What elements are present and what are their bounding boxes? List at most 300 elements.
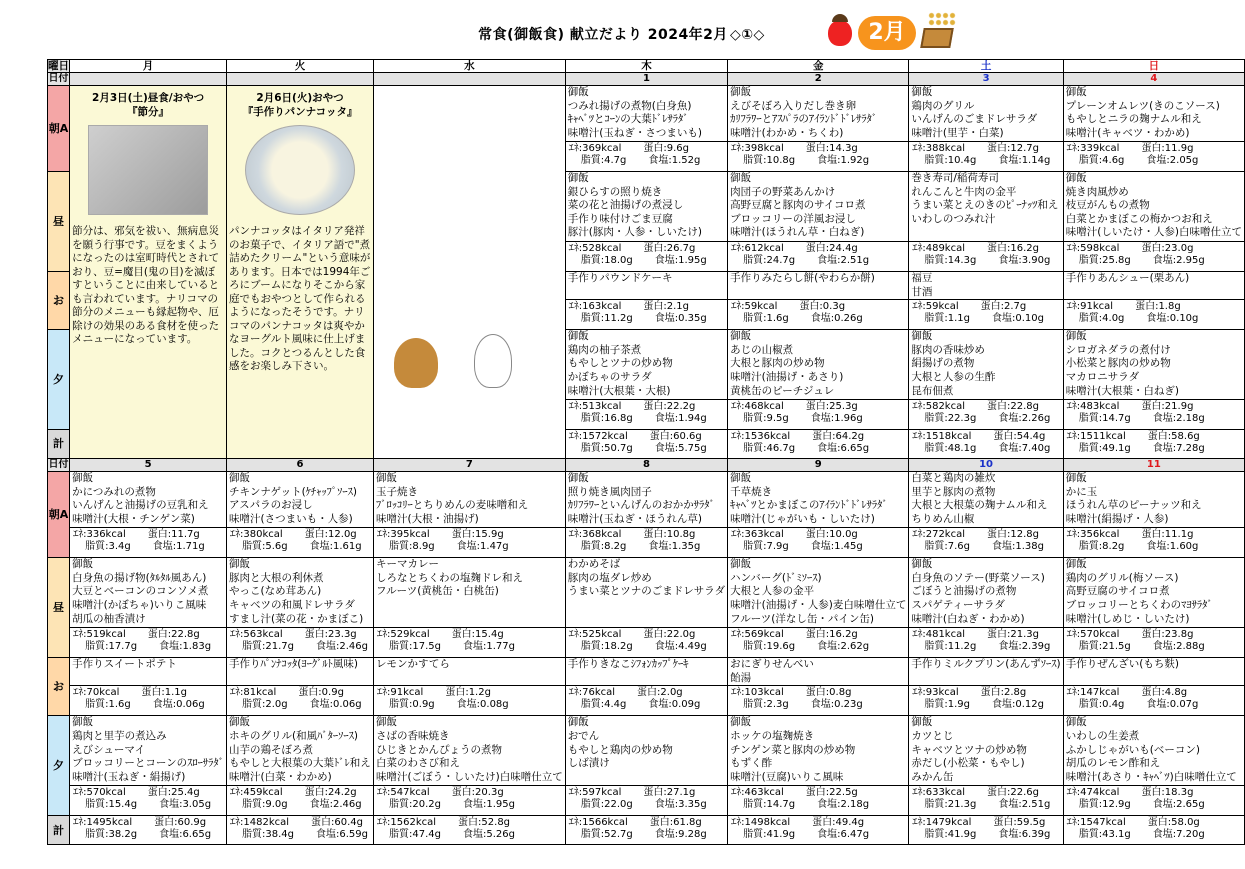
nutrition-cell (909, 686, 1063, 716)
dish-name: プレーンオムレツ(きのこソース) (1065, 99, 1220, 112)
dish-name: 味噌汁(絹揚げ・人参) (1065, 512, 1169, 525)
fat-value: 脂質:11.2g (580, 312, 633, 324)
dish-name: 小松菜と豚肉の炒め物 (1065, 357, 1171, 370)
date-cell (374, 73, 566, 86)
dish-name: 味噌汁(油揚げ・人参)麦白味噌仕立て (730, 598, 907, 611)
dish-name: 高野豆腐のサイコロ煮 (1065, 585, 1170, 598)
meal-cell (1063, 558, 1244, 628)
dish-name: 御飯 (567, 330, 589, 343)
energy-value: ｴﾈ:1562kcal (377, 817, 437, 829)
nutrition-cell (374, 528, 566, 558)
energy-value: ｴﾈ:489kcal (912, 243, 965, 254)
salt-value: 食塩:0.26g (810, 312, 863, 324)
dish-name: やっこ(なめ茸あん) (229, 585, 322, 598)
fat-value: 脂質:1.6g (85, 698, 131, 710)
nutrition-cell (728, 142, 909, 172)
protein-value: 蛋白:16.2g (987, 243, 1039, 254)
fat-value: 脂質:1.1g (924, 312, 970, 324)
nutrition-cell (70, 786, 227, 816)
energy-value: ｴﾈ:380kcal (230, 529, 283, 541)
dish-name: フルーツ(洋なし缶・パイン缶) (730, 612, 874, 625)
meal-cell (70, 558, 227, 628)
salt-value: 食塩:2.62g (817, 640, 870, 652)
salt-value: 食塩:7.28g (1152, 442, 1205, 454)
protein-value: 蛋白:2.1g (643, 301, 690, 313)
pannacotta-note (227, 86, 374, 459)
dish-name: ホッケの塩麹焼き (730, 729, 815, 742)
nutrition-cell (909, 786, 1063, 816)
salt-value: 食塩:0.10g (1146, 312, 1199, 324)
meal-cell (565, 472, 727, 528)
meal-cell (909, 86, 1063, 142)
salt-value: 食塩:1.96g (810, 412, 863, 424)
dish-name: 胡瓜の柚香漬け (72, 612, 146, 625)
dish-name: おにぎりせんべい (730, 658, 814, 671)
date-cell: 2 (728, 73, 909, 86)
fat-value: 脂質:1.9g (924, 698, 970, 710)
meal-cell (1063, 172, 1244, 242)
dish-name: 里芋と豚肉の煮物 (911, 485, 996, 498)
fat-value: 脂質:4.0g (1078, 312, 1125, 324)
dish-name: うまい菜とえのきのﾋﾟｰﾅｯﾂ和え (911, 199, 1059, 212)
protein-value: 蛋白:1.2g (445, 687, 491, 699)
nutrition-cell (565, 628, 727, 658)
dish-name: ｷｬﾍﾞﾂとかまぼこのｱｲﾗﾝﾄﾞﾄﾞﾚｻﾗﾀﾞ (730, 499, 888, 512)
dish-name: 味噌汁(ごぼう・しいたけ)白味噌仕立て (376, 770, 563, 783)
dish-name: 御飯 (911, 716, 933, 729)
nutrition-cell (565, 142, 727, 172)
fat-value: 脂質:21.7g (242, 640, 294, 652)
day-header: 水 (374, 60, 566, 73)
protein-value: 蛋白:18.3g (1141, 787, 1194, 799)
date-cell: 4 (1063, 73, 1244, 86)
nutrition-cell (565, 528, 727, 558)
meal-cell (728, 272, 909, 300)
date-cell (227, 73, 374, 86)
energy-value: ｴﾈ:563kcal (230, 629, 283, 641)
salt-value: 食塩:1.60g (1146, 540, 1199, 552)
dish-name: 山芋の鶏そぼろ煮 (229, 743, 314, 756)
fat-value: 脂質:5.6g (242, 540, 288, 552)
salt-value: 食塩:0.09g (648, 698, 701, 710)
salt-value: 食塩:1.77g (463, 640, 515, 652)
nutrition-cell (909, 300, 1063, 330)
nutrition-cell (374, 628, 566, 658)
dish-name: 豚汁(豚肉・人参・しいたけ) (567, 226, 702, 239)
nutrition-cell (227, 786, 374, 816)
protein-value: 蛋白:24.4g (805, 243, 858, 254)
nutrition-cell (565, 400, 727, 430)
energy-value: ｴﾈ:582kcal (912, 401, 965, 413)
day-header: 火 (227, 60, 374, 73)
energy-value: ｴﾈ:474kcal (1066, 787, 1120, 799)
meal-cell (909, 558, 1063, 628)
dish-name: 黄桃缶のピーチジュレ (730, 384, 835, 397)
protein-value: 蛋白:60.9g (154, 817, 207, 829)
fat-value: 脂質:19.6g (743, 640, 796, 652)
salt-value: 食塩:6.65g (817, 442, 870, 454)
salt-value: 食塩:2.88g (1152, 640, 1205, 652)
nutrition-cell (728, 686, 909, 716)
dish-name: 味噌汁(しいたけ・人参)白味噌仕立て (1065, 226, 1242, 239)
dish-name: 御飯 (730, 472, 752, 485)
fat-value: 脂質:8.2g (1078, 540, 1125, 552)
meal-cell (909, 716, 1063, 786)
nutrition-cell (227, 686, 374, 716)
setsubun-photo (88, 125, 208, 215)
dish-name: 味噌汁(さつまいも・人参) (229, 512, 353, 525)
salt-value: 食塩:6.59g (316, 828, 368, 840)
nutrition-cell (1063, 686, 1244, 716)
meal-cell (374, 558, 566, 628)
energy-value: ｴﾈ:598kcal (1066, 243, 1120, 254)
fat-value: 脂質:4.7g (580, 154, 627, 166)
dish-name: 豚肉の塩ダレ炒め (567, 571, 652, 584)
protein-value: 蛋白:22.2g (643, 401, 696, 413)
energy-value: ｴﾈ:481kcal (912, 629, 965, 641)
dish-name: キャベツとツナの炒め物 (911, 743, 1027, 756)
salt-value: 食塩:1.92g (817, 154, 870, 166)
nutrition-cell (565, 300, 727, 330)
dish-name: 鶏肉の柚子茶煮 (567, 343, 642, 356)
energy-value: ｴﾈ:468kcal (731, 401, 784, 413)
energy-value: ｴﾈ:272kcal (912, 529, 965, 541)
fat-value: 脂質:14.7g (1078, 412, 1131, 424)
fat-value: 脂質:16.8g (580, 412, 633, 424)
dish-name: 御飯 (567, 86, 589, 98)
dish-name: いんげんのごまドレサラダ (911, 113, 1038, 126)
protein-value: 蛋白:12.0g (304, 529, 357, 541)
dish-name: みかん缶 (911, 770, 954, 783)
dish-name: 手作りぜんざい(もち麩) (1065, 658, 1179, 671)
header-decoration (828, 12, 958, 52)
dish-name: 御飯 (730, 330, 752, 343)
fat-value: 脂質:7.9g (743, 540, 789, 552)
salt-value: 食塩:0.07g (1146, 698, 1199, 710)
nutrition-cell (1063, 142, 1244, 172)
dish-name: チキンナゲット(ｹﾁｬｯﾌﾟｿｰｽ) (229, 485, 358, 498)
protein-value: 蛋白:23.8g (1141, 629, 1194, 641)
nutrition-cell (1063, 628, 1244, 658)
meal-cell (565, 272, 727, 300)
protein-value: 蛋白:24.2g (304, 787, 357, 799)
date-cell: 8 (565, 459, 727, 472)
protein-value: 蛋白:11.1g (1141, 529, 1194, 541)
setsubun-note (70, 86, 227, 459)
salt-value: 食塩:2.05g (1146, 154, 1199, 166)
dish-name: つみれ揚げの煮物(白身魚) (567, 99, 692, 112)
bunny-icon (474, 334, 512, 388)
dish-name: ふかしじゃがいも(ベーコン) (1065, 743, 1200, 756)
energy-value: ｴﾈ:81kcal (230, 687, 277, 699)
dish-name: 手作りきなこｼﾌｫﾝｶｯﾌﾟｹｰｷ (567, 658, 689, 671)
fat-value: 脂質:17.7g (85, 640, 138, 652)
dish-name: ブロッコリーの洋風お浸し (730, 212, 856, 225)
meal-cell (1063, 716, 1244, 786)
meal-cell (909, 472, 1063, 528)
dish-name: 御飯 (911, 558, 933, 571)
energy-value: ｴﾈ:569kcal (731, 629, 784, 641)
dish-name: かぼちゃのサラダ (567, 370, 652, 383)
dish-name: アスパラのお浸し (229, 499, 313, 512)
meal-cell (70, 472, 227, 528)
salt-value: 食塩:4.49g (654, 640, 707, 652)
nutrition-cell (227, 628, 374, 658)
dish-name: 御飯 (730, 558, 752, 571)
energy-value: ｴﾈ:483kcal (1066, 401, 1120, 413)
dish-name: 御飯 (72, 472, 94, 485)
dish-name: 照り焼き風肉団子 (567, 485, 652, 498)
date-cell: 1 (565, 73, 727, 86)
date-cell (70, 73, 227, 86)
protein-value: 蛋白:59.5g (993, 817, 1046, 829)
protein-value: 蛋白:2.7g (980, 301, 1027, 313)
date-cell: 9 (728, 459, 909, 472)
protein-value: 蛋白:64.2g (812, 431, 865, 443)
dish-name: 味噌汁(ほうれん草・白ねぎ) (730, 226, 865, 239)
nutrition-cell (728, 300, 909, 330)
dish-name: いわしのつみれ汁 (911, 212, 996, 225)
oni-icon (828, 20, 852, 46)
nutrition-cell (374, 786, 566, 816)
dish-name: 味噌汁(白ねぎ・わかめ) (911, 612, 1025, 625)
dish-name: ｷｬﾍﾞﾂとｺｰﾝの大葉ﾄﾞﾚｻﾗﾀﾞ (567, 113, 689, 126)
meal-cell (728, 558, 909, 628)
salt-value: 食塩:3.90g (998, 254, 1051, 266)
energy-value: ｴﾈ:1482kcal (230, 817, 290, 829)
salt-value: 食塩:2.65g (1152, 798, 1205, 810)
meal-cell (728, 658, 909, 686)
protein-value: 蛋白:10.0g (805, 529, 858, 541)
salt-value: 食塩:0.06g (309, 698, 362, 710)
note-subtitle: 『手作りパンナコッタ』 (242, 105, 358, 118)
protein-value: 蛋白:9.6g (643, 143, 690, 154)
meal-cell (227, 558, 374, 628)
dish-name: カツとじ (911, 729, 954, 742)
nutrition-cell (909, 400, 1063, 430)
salt-value: 食塩:2.18g (1152, 412, 1205, 424)
meal-cell (728, 472, 909, 528)
nutrition-cell (1063, 300, 1244, 330)
energy-value: ｴﾈ:547kcal (377, 787, 430, 799)
energy-value: ｴﾈ:597kcal (568, 787, 622, 799)
dish-name: 御飯 (730, 172, 752, 184)
meal-cell (909, 172, 1063, 242)
dish-name: あじの山椒煮 (730, 343, 794, 356)
dish-name: 大豆とベーコンのコンソメ煮 (72, 585, 209, 598)
date-cell: 11 (1063, 459, 1244, 472)
nutrition-cell (70, 816, 227, 845)
energy-value: ｴﾈ:91kcal (377, 687, 424, 699)
dish-name: 豚肉の香味炒め (911, 343, 985, 356)
day-header: 土 (909, 60, 1063, 73)
protein-value: 蛋白:0.9g (298, 687, 344, 699)
protein-value: 蛋白:26.7g (643, 243, 696, 254)
page-title: 常食(御飯食) 献立だより 2024年2月 ◇①◇ (478, 27, 765, 43)
protein-value: 蛋白:52.8g (458, 817, 511, 829)
protein-value: 蛋白:12.7g (987, 143, 1039, 154)
dish-name: 味噌汁(豆腐)いりこ風味 (730, 770, 844, 783)
protein-value: 蛋白:16.2g (805, 629, 858, 641)
dish-name: 白菜のわさび和え (376, 757, 461, 770)
salt-value: 食塩:0.12g (991, 698, 1044, 710)
dish-name: わかめそば (567, 558, 621, 571)
dish-name: ひじきとかんぴょうの煮物 (376, 743, 503, 756)
dish-name: もやしとニラの麹ナムル和え (1065, 113, 1202, 126)
dish-name: 御飯 (1065, 472, 1087, 485)
salt-value: 食塩:3.05g (159, 798, 212, 810)
dish-name: 御飯 (1065, 330, 1087, 343)
dish-name: 飴湯 (730, 671, 752, 684)
fat-value: 脂質:14.3g (924, 254, 977, 266)
nutrition-cell (909, 628, 1063, 658)
dish-name: 絹揚げの煮物 (911, 357, 975, 370)
fat-value: 脂質:46.7g (743, 442, 796, 454)
protein-value: 蛋白:23.3g (304, 629, 357, 641)
date-cell: 10 (909, 459, 1063, 472)
dish-name: 味噌汁(キャベツ・わかめ) (1065, 126, 1190, 139)
bear-icon (394, 338, 438, 388)
protein-value: 蛋白:58.6g (1147, 431, 1200, 443)
protein-value: 蛋白:11.9g (1141, 143, 1194, 154)
dish-name: ブロッコリーとコーンのｽﾛｰｻﾗﾀﾞ (72, 757, 224, 770)
dish-name: 御飯 (730, 86, 752, 98)
nutrition-cell (909, 816, 1063, 845)
dish-name: いんげんと油揚げの豆乳和え (72, 499, 209, 512)
dish-name: 白身魚のソテー(野菜ソース) (911, 571, 1045, 584)
dish-name: かに玉 (1065, 485, 1098, 498)
protein-value: 蛋白:49.4g (812, 817, 865, 829)
note-text: パンナコッタはイタリア発祥のお菓子で、イタリア語で"煮詰めたクリーム"という意味があります。日本では1994年ごろにブームになりそこから家庭でもおやつとして作られるようになったそうです。ナリコマのパンナコッタは爽やかなヨーグルト風味に仕上げました。コクとつるんとした食感をお楽しみ下さい。 (229, 225, 371, 372)
protein-value: 蛋白:11.7g (147, 529, 200, 541)
dish-name: 味噌汁(かぼちゃ)いりこ風味 (72, 598, 207, 611)
dish-name: えびそぼろ入りだし巻き卵 (730, 99, 857, 112)
dish-name: 手作りミルクプリン(あんずｿｰｽ) (911, 658, 1061, 671)
fat-value: 脂質:1.6g (743, 312, 789, 324)
meal-cell (70, 658, 227, 686)
nutrition-cell (1063, 528, 1244, 558)
fat-value: 脂質:50.7g (580, 442, 633, 454)
protein-value: 蛋白:60.6g (649, 431, 702, 443)
meal-cell (374, 716, 566, 786)
nutrition-cell (728, 400, 909, 430)
nutrition-cell (728, 786, 909, 816)
note-title: 2月6日(火)おやつ (256, 92, 344, 104)
meal-cell (565, 716, 727, 786)
dish-name: 御飯 (229, 716, 251, 729)
energy-value: ｴﾈ:368kcal (568, 529, 622, 541)
date-cell: 3 (909, 73, 1063, 86)
meal-cell (565, 330, 727, 400)
protein-value: 蛋白:15.9g (451, 529, 504, 541)
dish-name: いわしの生姜煮 (1065, 729, 1140, 742)
energy-value: ｴﾈ:163kcal (568, 301, 622, 313)
nutrition-cell (909, 242, 1063, 272)
protein-value: 蛋白:25.4g (147, 787, 200, 799)
dish-name: 味噌汁(わかめ・ちくわ) (730, 126, 844, 139)
nutrition-cell (565, 786, 727, 816)
salt-value: 食塩:6.65g (159, 828, 212, 840)
date-cell: 5 (70, 459, 227, 472)
salt-value: 食塩:0.06g (152, 698, 205, 710)
fat-value: 脂質:9.0g (242, 798, 288, 810)
dish-name: もやしとツナの炒め物 (567, 357, 673, 370)
dish-name: おでん (567, 729, 600, 742)
fat-value: 脂質:2.3g (743, 698, 789, 710)
energy-value: ｴﾈ:513kcal (568, 401, 622, 413)
dish-name: 枝豆がんもの煮物 (1065, 199, 1150, 212)
salt-value: 食塩:1.83g (159, 640, 212, 652)
salt-value: 食塩:5.26g (463, 828, 515, 840)
salt-value: 食塩:2.46g (309, 798, 362, 810)
salt-value: 食塩:2.95g (1152, 254, 1205, 266)
meal-label-total: 計 (48, 816, 70, 845)
energy-value: ｴﾈ:463kcal (731, 787, 784, 799)
energy-value: ｴﾈ:459kcal (230, 787, 283, 799)
meal-cell (70, 716, 227, 786)
protein-value: 蛋白:61.8g (649, 817, 702, 829)
dish-name: フルーツ(黄桃缶・白桃缶) (376, 585, 499, 598)
salt-value: 食塩:0.35g (654, 312, 707, 324)
meal-cell (374, 658, 566, 686)
dish-name: 手作りパウンドケーキ (567, 272, 673, 284)
dish-name: 手作りスイートポテト (72, 658, 177, 671)
nutrition-cell (70, 528, 227, 558)
meal-cell (565, 558, 727, 628)
dish-name: 御飯 (567, 716, 589, 729)
dish-name: 味噌汁(大根・チンゲン菜) (72, 512, 195, 525)
salt-value: 食塩:5.75g (654, 442, 707, 454)
nutrition-cell (728, 628, 909, 658)
dish-name: 味噌汁(白菜・わかめ) (229, 770, 332, 783)
nutrition-cell (1063, 400, 1244, 430)
dish-name: 御飯 (1065, 172, 1087, 184)
dish-name: 鶏肉のグリル (911, 99, 975, 112)
meal-label-lunch: 昼 (48, 172, 70, 272)
energy-value: ｴﾈ:336kcal (73, 529, 126, 541)
note-subtitle: 『節分』 (127, 105, 170, 118)
energy-value: ｴﾈ:529kcal (377, 629, 430, 641)
salt-value: 食塩:1.95g (463, 798, 515, 810)
day-header: 日 (1063, 60, 1244, 73)
meal-cell (728, 172, 909, 242)
dish-name: ごぼうと油揚げの煮物 (911, 585, 1017, 598)
pannacotta-photo (245, 125, 355, 215)
dish-name: もずく酢 (730, 757, 773, 770)
salt-value: 食塩:2.46g (316, 640, 368, 652)
energy-value: ｴﾈ:1479kcal (912, 817, 972, 829)
dish-name: 鶏肉と里芋の煮込み (72, 729, 167, 742)
protein-value: 蛋白:0.8g (805, 687, 852, 699)
day-header-label: 曜日 (48, 60, 70, 72)
dish-name: マカロニサラダ (1065, 370, 1140, 383)
dish-name: シロガネダラの煮付け (1065, 343, 1171, 356)
protein-value: 蛋白:1.8g (1135, 301, 1181, 313)
dish-name: 大根と豚肉の炒め物 (730, 357, 825, 370)
dish-name: 昆布佃煮 (911, 384, 954, 397)
salt-value: 食塩:6.39g (998, 828, 1051, 840)
dish-name: 玉子焼き (376, 485, 419, 498)
salt-value: 食塩:0.23g (810, 698, 863, 710)
dish-name: 御飯 (72, 716, 94, 729)
fat-value: 脂質:52.7g (580, 828, 633, 840)
meal-label-snack: お (48, 272, 70, 330)
dish-name: 味噌汁(玉ねぎ・さつまいも) (567, 126, 702, 139)
dish-name: 御飯 (72, 558, 94, 571)
meal-cell (909, 330, 1063, 400)
fat-value: 脂質:15.4g (85, 798, 138, 810)
salt-value: 食塩:1.47g (456, 540, 509, 552)
